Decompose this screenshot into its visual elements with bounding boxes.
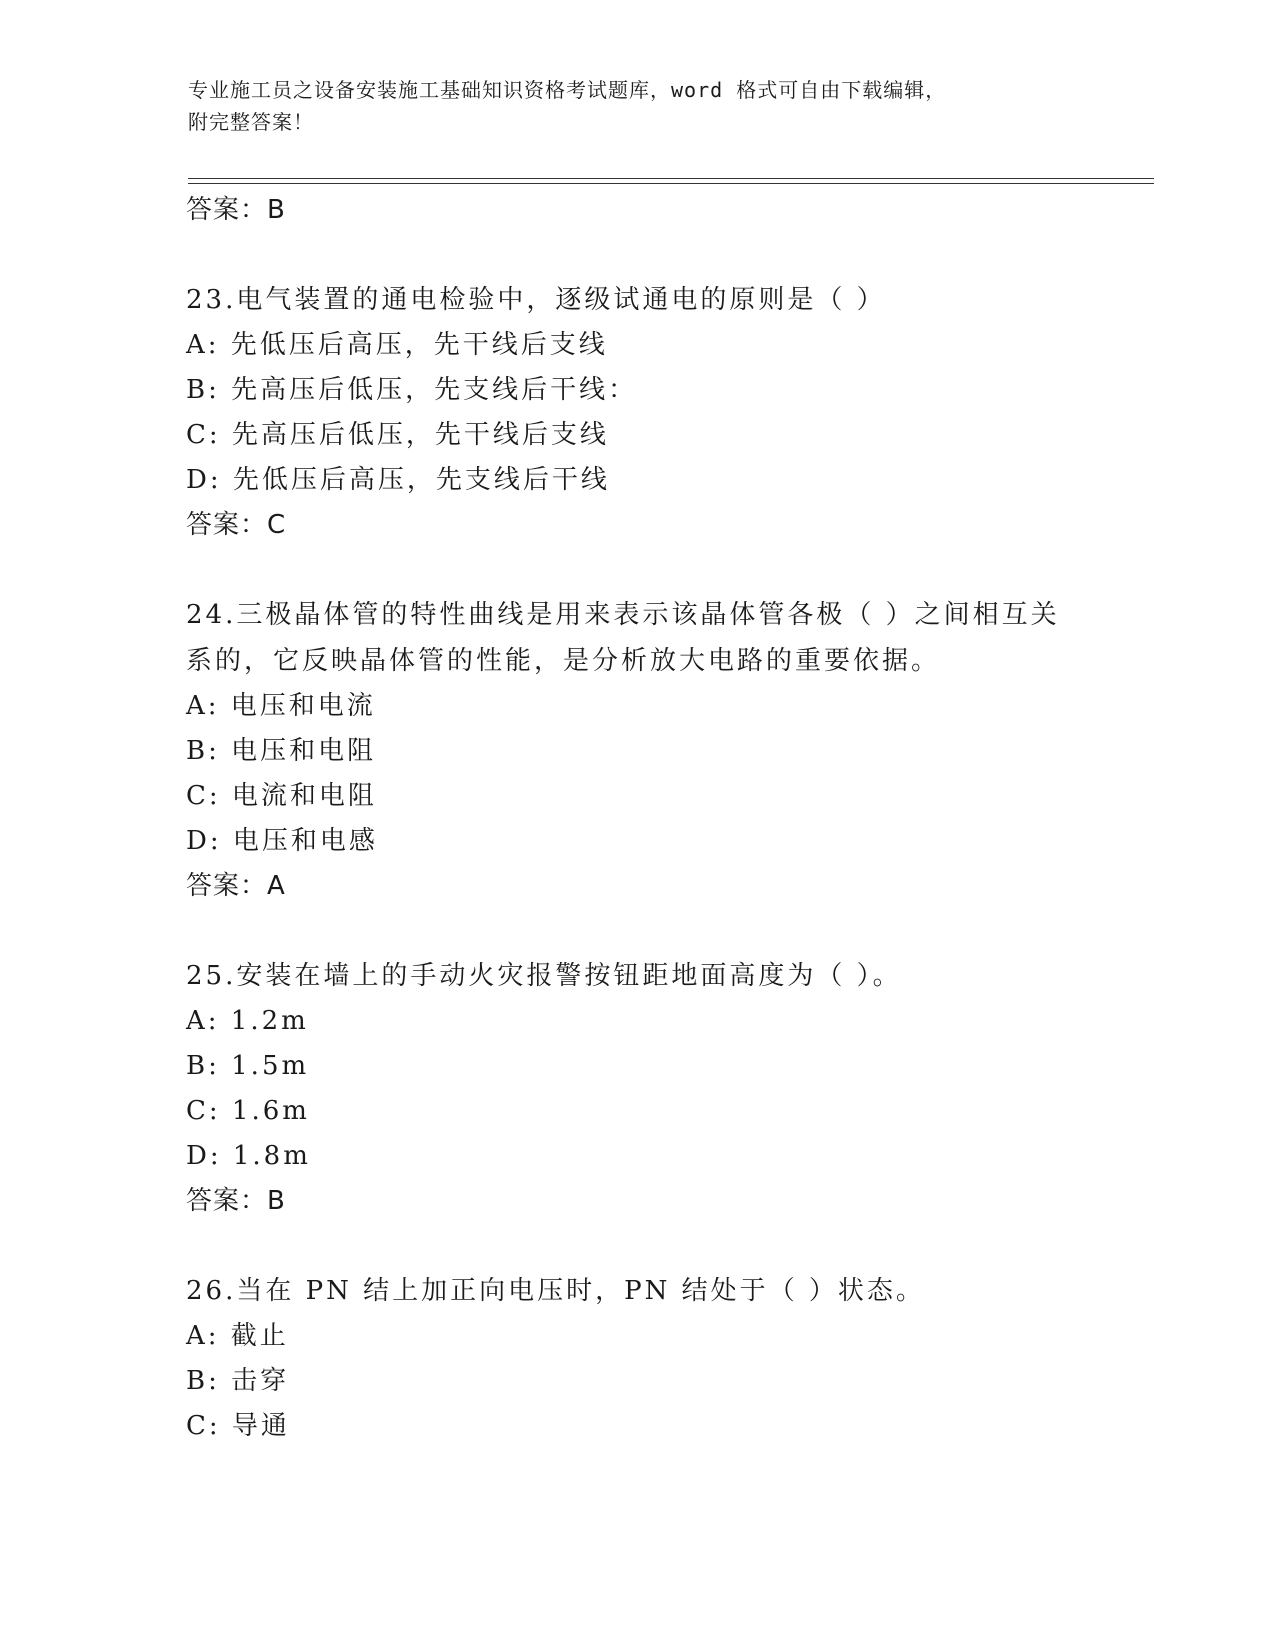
question-text: 26.当在 PN 结上加正向电压时，PN 结处于（ ）状态。 <box>186 1276 925 1306</box>
answer-line: 答案：B <box>186 1186 286 1216</box>
option-b: B: 电压和电阻 <box>186 736 377 766</box>
header-divider-top <box>188 178 1154 179</box>
option-a: A: 电压和电流 <box>186 691 376 721</box>
option-b: B: 先高压后低压，先支线后干线： <box>186 375 638 405</box>
question-23 <box>186 277 1086 547</box>
question-26 <box>186 1268 1086 1449</box>
question-text: 24.三极晶体管的特性曲线是用来表示该晶体管各极（ ）之间相互关系的，它反映晶体管的性能，是分析放大电路的重要依据。 <box>186 600 1060 676</box>
option-d: D: 先低压后高压，先支线后干线 <box>186 465 610 495</box>
option-b: B: 击穿 <box>186 1366 290 1396</box>
option-c: C: 导通 <box>186 1411 290 1441</box>
answer-line: 答案：B <box>186 195 286 225</box>
option-a: A: 截止 <box>186 1321 289 1351</box>
option-d: D: 电压和电感 <box>186 826 378 856</box>
option-c: C: 电流和电阻 <box>186 781 377 811</box>
answer-line: 答案：C <box>186 510 287 540</box>
answer-line: 答案：A <box>186 871 286 901</box>
option-d: D: 1.8m <box>186 1141 311 1171</box>
document-header <box>188 74 1068 138</box>
question-24 <box>186 592 1086 908</box>
option-a: A: 1.2m <box>186 1006 309 1036</box>
header-line-1: 专业施工员之设备安装施工基础知识资格考试题库，word 格式可自由下载编辑， <box>188 78 947 102</box>
option-b: B: 1.5m <box>186 1051 310 1081</box>
option-c: C: 1.6m <box>186 1096 310 1126</box>
question-text: 23.电气装置的通电检验中，逐级试通电的原则是（ ） <box>186 285 886 315</box>
question-text: 25.安装在墙上的手动火灾报警按钮距地面高度为（ ）。 <box>186 961 902 991</box>
question-25 <box>186 953 1086 1223</box>
option-a: A: 先低压后高压，先干线后支线 <box>186 330 608 360</box>
header-divider-bottom <box>188 183 1154 184</box>
question-list <box>186 188 1086 1494</box>
option-c: C: 先高压后低压，先干线后支线 <box>186 420 609 450</box>
header-line-2: 附完整答案！ <box>188 110 314 134</box>
